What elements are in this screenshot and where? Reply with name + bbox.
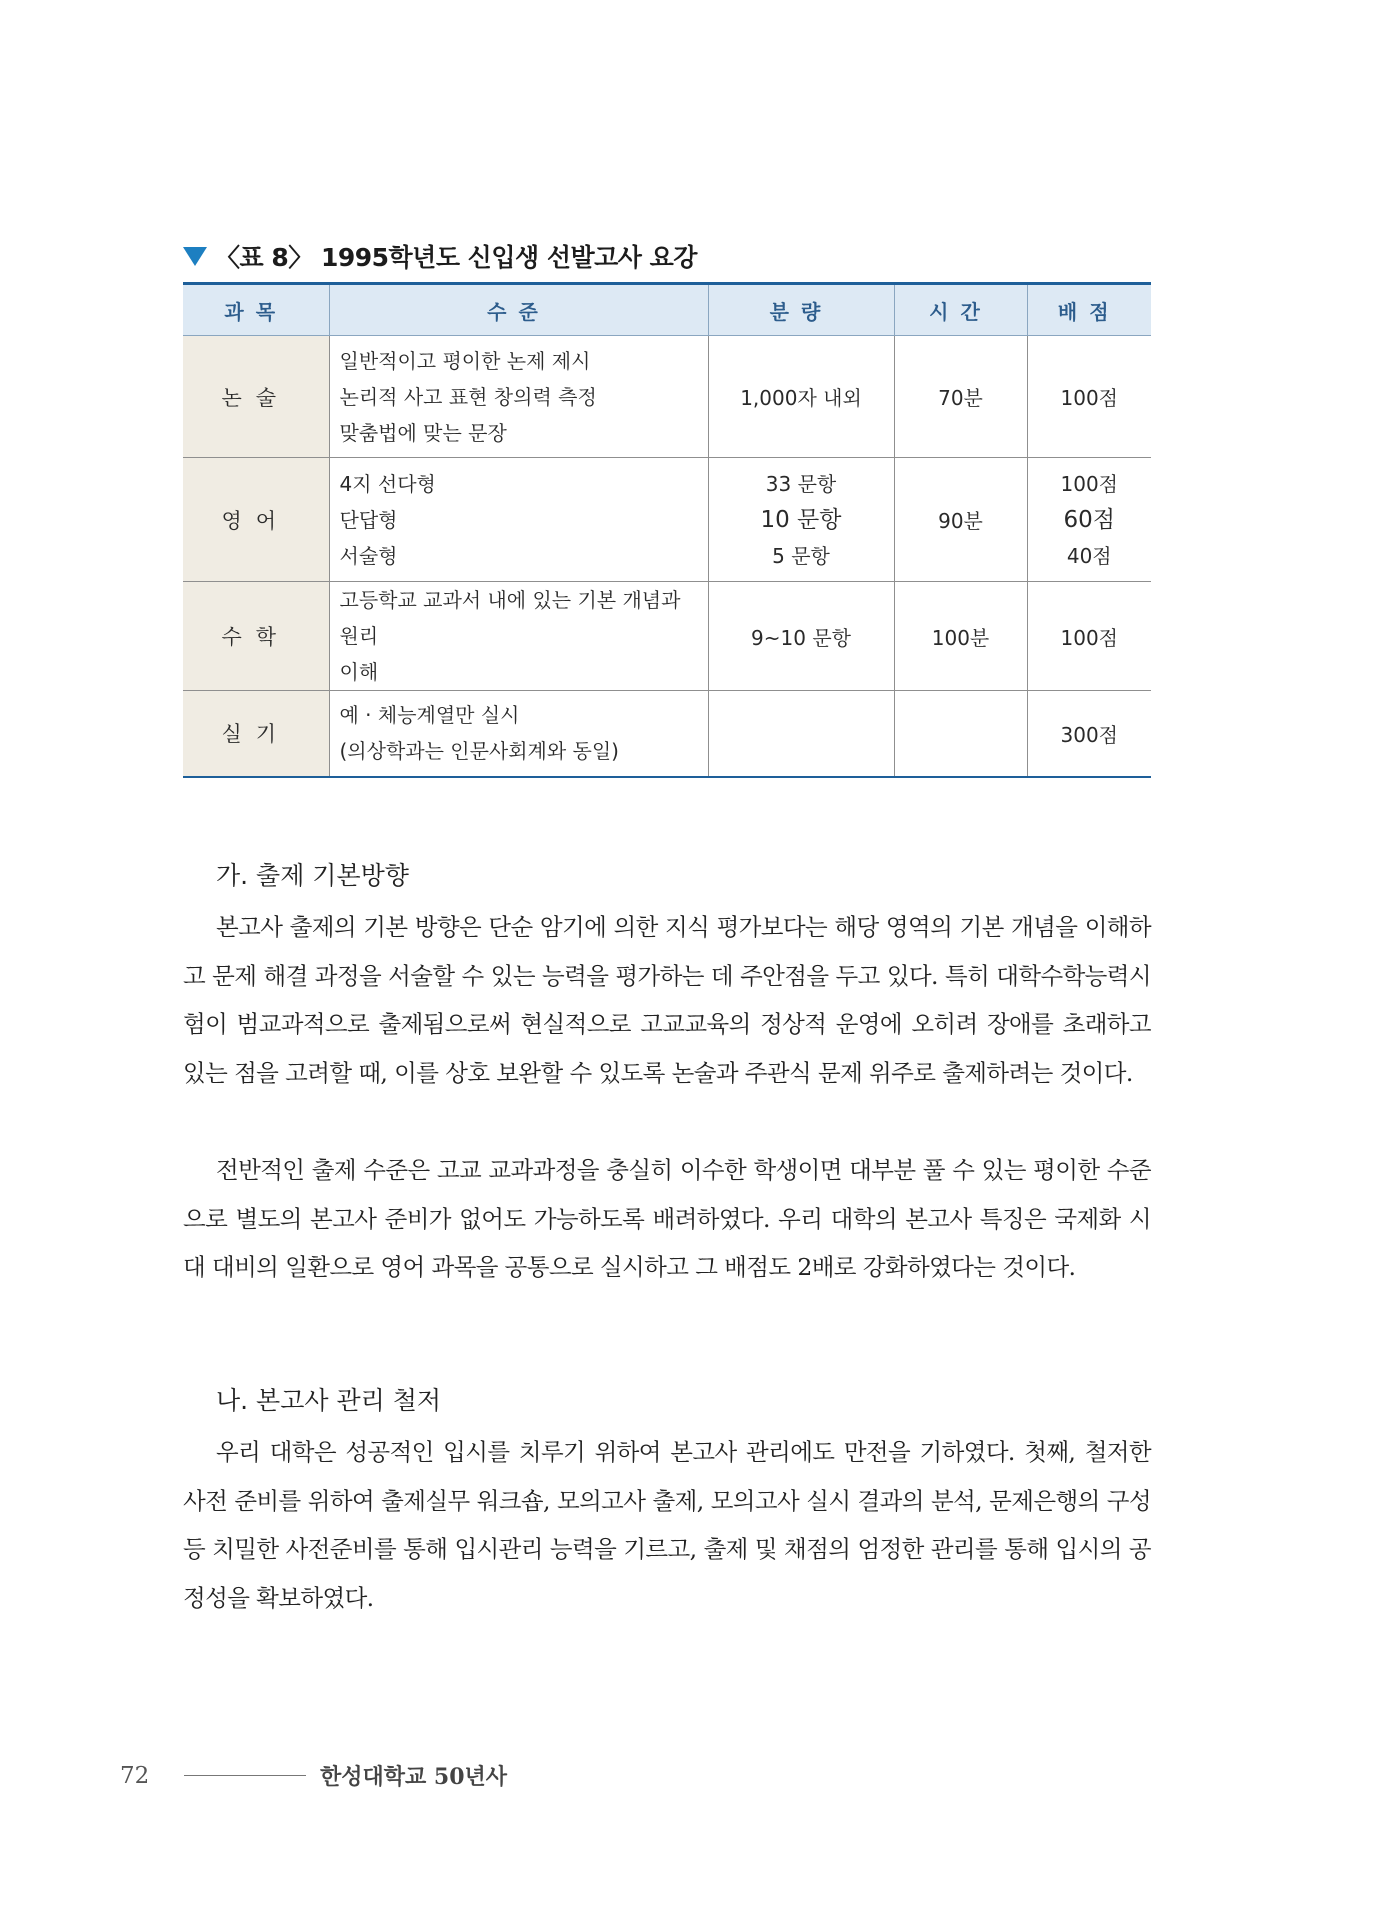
level-line: 논리적 사고 표현 창의력 측정 bbox=[339, 384, 597, 409]
time-cell: 70분 bbox=[894, 336, 1027, 458]
level-cell bbox=[329, 582, 708, 691]
table-caption bbox=[183, 238, 697, 274]
level-line: 4지 선다형 bbox=[339, 471, 436, 496]
level-line: 예 · 체능계열만 실시 bbox=[339, 703, 520, 728]
header-time: 시간 bbox=[894, 284, 1027, 336]
amount-cell: 9~10 문항 bbox=[708, 582, 894, 691]
section-a-paragraph bbox=[183, 1146, 1151, 1292]
score-cell: 300점 bbox=[1027, 691, 1151, 777]
level-cell bbox=[329, 458, 708, 582]
score-cell bbox=[1027, 458, 1151, 582]
footer-rule bbox=[184, 1775, 306, 1776]
subject-cell: 영어 bbox=[183, 458, 329, 582]
header-amount: 분량 bbox=[708, 284, 894, 336]
paragraph-text: 우리 대학은 성공적인 입시를 치루기 위하여 본고사 관리에도 만전을 기하였다. 첫째, 철저한 사전 준비를 위하여 출제실무 워크숍, 모의고사 출제, 모의고사 실시 결과의 분석, 문제은행의 구성 등 치밀한 사전준비를 통해 입시관리 능력을 기르고, 출제 및 채점의 엄정한 관리를 통해 입시의 공정성을 확보하였다. bbox=[183, 1438, 1151, 1612]
level-cell bbox=[329, 691, 708, 777]
time-cell: 90분 bbox=[894, 458, 1027, 582]
page-number: 72 bbox=[120, 1762, 150, 1789]
amount-line: 5 문항 bbox=[772, 543, 830, 568]
subject-cell: 수학 bbox=[183, 582, 329, 691]
score-cell: 100점 bbox=[1027, 336, 1151, 458]
exam-table bbox=[183, 282, 1151, 778]
score-line: 100점 bbox=[1060, 471, 1118, 496]
level-line: 단답형 bbox=[339, 507, 398, 532]
time-cell: 100분 bbox=[894, 582, 1027, 691]
page-footer bbox=[120, 1760, 507, 1791]
table-row bbox=[183, 582, 1151, 691]
header-subject: 과목 bbox=[183, 284, 329, 336]
score-line: 40점 bbox=[1066, 543, 1112, 568]
level-line: 맞춤법에 맞는 문장 bbox=[339, 420, 507, 445]
level-line: 고등학교 교과서 내에 있는 기본 개념과 원리 bbox=[339, 588, 681, 648]
amount-cell bbox=[708, 691, 894, 777]
table-row bbox=[183, 458, 1151, 582]
table-row bbox=[183, 691, 1151, 777]
level-cell bbox=[329, 336, 708, 458]
time-cell bbox=[894, 691, 1027, 777]
section-heading-a: 가. 출제 기본방향 bbox=[216, 861, 409, 890]
level-line: 일반적이고 평이한 논제 제시 bbox=[339, 348, 591, 373]
score-line: 60점 bbox=[1063, 506, 1115, 533]
level-line: (의상학과는 인문사회계와 동일) bbox=[339, 739, 619, 764]
book-title: 한성대학교 50년사 bbox=[320, 1764, 508, 1790]
level-line: 서술형 bbox=[339, 543, 398, 568]
amount-cell: 1,000자 내외 bbox=[708, 336, 894, 458]
table-row bbox=[183, 336, 1151, 458]
subject-cell: 실기 bbox=[183, 691, 329, 777]
subject-cell: 논술 bbox=[183, 336, 329, 458]
table-caption-text: 〈표 8〉 1995학년도 신입생 선발고사 요강 bbox=[215, 243, 697, 272]
section-b-paragraph bbox=[183, 1428, 1151, 1622]
score-cell: 100점 bbox=[1027, 582, 1151, 691]
table-header-row bbox=[183, 284, 1151, 336]
triangle-marker-icon bbox=[183, 247, 207, 266]
amount-cell bbox=[708, 458, 894, 582]
amount-line: 10 문항 bbox=[760, 506, 842, 533]
paragraph-text: 전반적인 출제 수준은 고교 교과과정을 충실히 이수한 학생이면 대부분 풀 수 있는 평이한 수준으로 별도의 본고사 준비가 없어도 가능하도록 배려하였다. 우리 대학의 본고사 특징은 국제화 시대 대비의 일환으로 영어 과목을 공통으로 실시하고 그 배점도 2배로 강화하였다는 것이다. bbox=[183, 1156, 1151, 1281]
level-line: 이해 bbox=[339, 660, 379, 684]
amount-line: 33 문항 bbox=[765, 471, 837, 496]
header-score: 배점 bbox=[1027, 284, 1151, 336]
paragraph-text: 본고사 출제의 기본 방향은 단순 암기에 의한 지식 평가보다는 해당 영역의 기본 개념을 이해하고 문제 해결 과정을 서술할 수 있는 능력을 평가하는 데 주안점을 두고 있다. 특히 대학수학능력시험이 범교과적으로 출제됨으로써 현실적으로 고교교육의 정상적 운영에 오히려 장애를 초래하고 있는 점을 고려할 때, 이를 상호 보완할 수 있도록 논술과 주관식 문제 위주로 출제하려는 것이다. bbox=[183, 913, 1151, 1087]
section-a-paragraph bbox=[183, 903, 1151, 1097]
header-level: 수준 bbox=[329, 284, 708, 336]
section-heading-b: 나. 본고사 관리 철저 bbox=[216, 1386, 441, 1415]
